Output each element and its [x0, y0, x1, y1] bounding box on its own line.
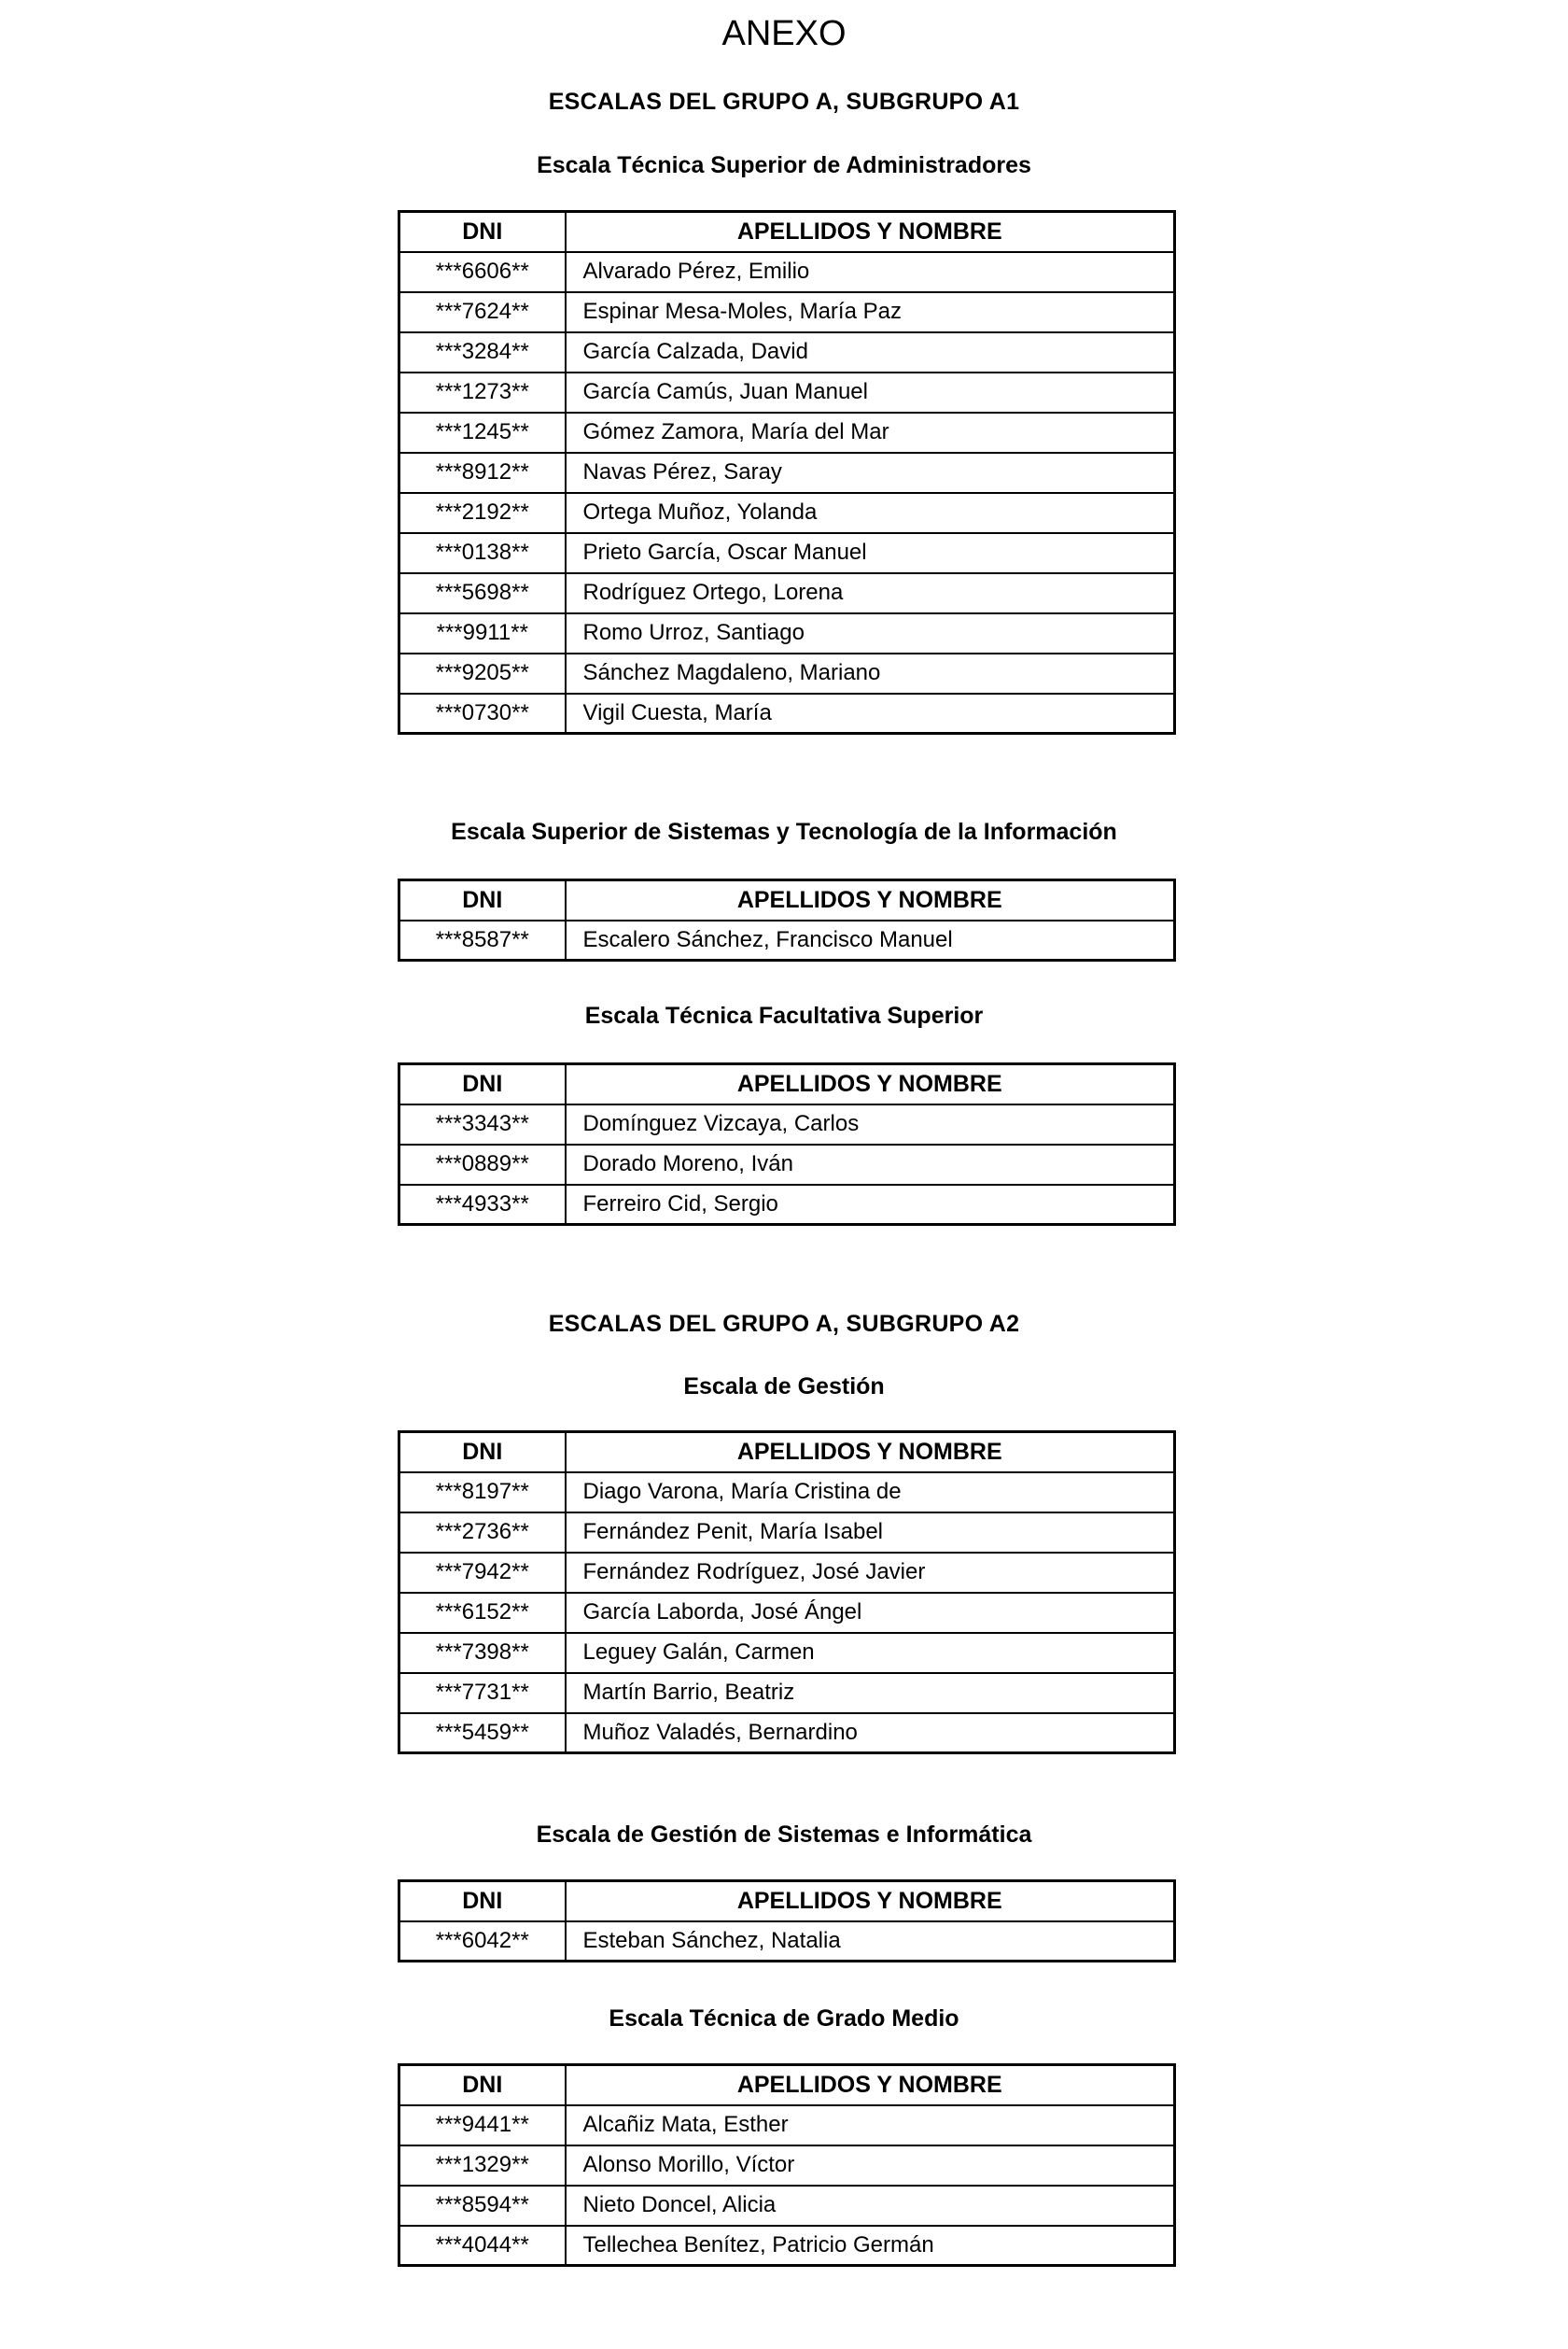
name-cell: Domínguez Vizcaya, Carlos: [566, 1104, 1175, 1145]
name-cell: Espinar Mesa-Moles, María Paz: [566, 292, 1175, 332]
name-cell: Fernández Rodríguez, José Javier: [566, 1553, 1175, 1593]
scale-heading: Escala de Gestión de Sistemas e Informática: [536, 1822, 1032, 1848]
column-header-dni: DNI: [399, 1064, 566, 1104]
table-row: [399, 1104, 1175, 1145]
table-header-row: [399, 212, 1175, 252]
name-cell: Leguey Galán, Carmen: [566, 1633, 1175, 1673]
dni-cell: ***2736**: [399, 1512, 566, 1553]
name-cell: Rodríguez Ortego, Lorena: [566, 573, 1175, 613]
table-row: [399, 453, 1175, 493]
roster-table: [398, 879, 1176, 962]
column-header-name: APELLIDOS Y NOMBRE: [566, 2065, 1175, 2105]
dni-cell: ***4933**: [399, 1185, 566, 1225]
dni-cell: ***7398**: [399, 1633, 566, 1673]
name-cell: Fernández Penit, María Isabel: [566, 1512, 1175, 1553]
roster-table: [398, 2063, 1176, 2267]
roster-table: [398, 1430, 1176, 1754]
name-cell: Dorado Moreno, Iván: [566, 1145, 1175, 1185]
dni-cell: ***3284**: [399, 332, 566, 373]
dni-cell: ***8197**: [399, 1472, 566, 1512]
name-cell: Alvarado Pérez, Emilio: [566, 252, 1175, 292]
dni-cell: ***8912**: [399, 453, 566, 493]
table-header-row: [399, 880, 1175, 921]
name-cell: Alonso Morillo, Víctor: [566, 2145, 1175, 2186]
column-header-name: APELLIDOS Y NOMBRE: [566, 880, 1175, 921]
table-row: [399, 1713, 1175, 1753]
column-header-name: APELLIDOS Y NOMBRE: [566, 1064, 1175, 1104]
column-header-dni: DNI: [399, 1881, 566, 1921]
name-cell: Nieto Doncel, Alicia: [566, 2186, 1175, 2226]
name-cell: Ortega Muñoz, Yolanda: [566, 493, 1175, 533]
name-cell: Muñoz Valadés, Bernardino: [566, 1713, 1175, 1753]
table-row: [399, 2226, 1175, 2266]
table-header-row: [399, 1881, 1175, 1921]
roster-table: [398, 1879, 1176, 1962]
table-row: [399, 573, 1175, 613]
dni-cell: ***1273**: [399, 373, 566, 413]
name-cell: Gómez Zamora, María del Mar: [566, 413, 1175, 453]
table-row: [399, 533, 1175, 573]
scale-heading: Escala Técnica de Grado Medio: [609, 2005, 959, 2032]
name-cell: García Camús, Juan Manuel: [566, 373, 1175, 413]
name-cell: Romo Urroz, Santiago: [566, 613, 1175, 654]
table-row: [399, 292, 1175, 332]
scale-heading: Escala Técnica Facultativa Superior: [584, 1003, 984, 1029]
table-row: [399, 1472, 1175, 1512]
column-header-name: APELLIDOS Y NOMBRE: [566, 212, 1175, 252]
name-cell: García Laborda, José Ángel: [566, 1593, 1175, 1633]
dni-cell: ***0138**: [399, 533, 566, 573]
dni-cell: ***4044**: [399, 2226, 566, 2266]
table-row: [399, 373, 1175, 413]
dni-cell: ***9205**: [399, 654, 566, 694]
scale-heading: Escala de Gestión: [683, 1373, 885, 1400]
table-row: [399, 1673, 1175, 1713]
table-header-row: [399, 2065, 1175, 2105]
dni-cell: ***9441**: [399, 2105, 566, 2145]
table-row: [399, 1921, 1175, 1962]
name-cell: Diago Varona, María Cristina de: [566, 1472, 1175, 1512]
table-row: [399, 921, 1175, 961]
table-row: [399, 613, 1175, 654]
table-header-row: [399, 1064, 1175, 1104]
name-cell: Vigil Cuesta, María: [566, 694, 1175, 734]
dni-cell: ***1329**: [399, 2145, 566, 2186]
name-cell: Escalero Sánchez, Francisco Manuel: [566, 921, 1175, 961]
table-row: [399, 252, 1175, 292]
table-row: [399, 493, 1175, 533]
dni-cell: ***3343**: [399, 1104, 566, 1145]
column-header-dni: DNI: [399, 880, 566, 921]
page-title: ANEXO: [721, 14, 847, 53]
name-cell: Prieto García, Oscar Manuel: [566, 533, 1175, 573]
dni-cell: ***8594**: [399, 2186, 566, 2226]
roster-table: [398, 210, 1176, 735]
dni-cell: ***6606**: [399, 252, 566, 292]
column-header-dni: DNI: [399, 212, 566, 252]
column-header-dni: DNI: [399, 1432, 566, 1472]
dni-cell: ***5459**: [399, 1713, 566, 1753]
table-row: [399, 413, 1175, 453]
name-cell: Martín Barrio, Beatriz: [566, 1673, 1175, 1713]
dni-cell: ***7942**: [399, 1553, 566, 1593]
table-row: [399, 694, 1175, 734]
table-row: [399, 2105, 1175, 2145]
table-row: [399, 1145, 1175, 1185]
table-row: [399, 1593, 1175, 1633]
name-cell: Ferreiro Cid, Sergio: [566, 1185, 1175, 1225]
table-row: [399, 332, 1175, 373]
dni-cell: ***1245**: [399, 413, 566, 453]
dni-cell: ***8587**: [399, 921, 566, 961]
scale-heading: Escala Superior de Sistemas y Tecnología de la Información: [451, 819, 1117, 845]
name-cell: Esteban Sánchez, Natalia: [566, 1921, 1175, 1962]
name-cell: Navas Pérez, Saray: [566, 453, 1175, 493]
column-header-name: APELLIDOS Y NOMBRE: [566, 1881, 1175, 1921]
dni-cell: ***6042**: [399, 1921, 566, 1962]
name-cell: Alcañiz Mata, Esther: [566, 2105, 1175, 2145]
table-row: [399, 654, 1175, 694]
table-row: [399, 1185, 1175, 1225]
table-row: [399, 2145, 1175, 2186]
table-row: [399, 1512, 1175, 1553]
group-heading: ESCALAS DEL GRUPO A, SUBGRUPO A1: [548, 89, 1020, 115]
dni-cell: ***2192**: [399, 493, 566, 533]
name-cell: García Calzada, David: [566, 332, 1175, 373]
table-row: [399, 1633, 1175, 1673]
group-heading: ESCALAS DEL GRUPO A, SUBGRUPO A2: [548, 1311, 1020, 1337]
dni-cell: ***5698**: [399, 573, 566, 613]
column-header-dni: DNI: [399, 2065, 566, 2105]
table-header-row: [399, 1432, 1175, 1472]
dni-cell: ***6152**: [399, 1593, 566, 1633]
dni-cell: ***7624**: [399, 292, 566, 332]
name-cell: Sánchez Magdaleno, Mariano: [566, 654, 1175, 694]
table-row: [399, 2186, 1175, 2226]
dni-cell: ***0889**: [399, 1145, 566, 1185]
dni-cell: ***7731**: [399, 1673, 566, 1713]
name-cell: Tellechea Benítez, Patricio Germán: [566, 2226, 1175, 2266]
table-row: [399, 1553, 1175, 1593]
roster-table: [398, 1062, 1176, 1226]
column-header-name: APELLIDOS Y NOMBRE: [566, 1432, 1175, 1472]
scale-heading: Escala Técnica Superior de Administradores: [537, 152, 1031, 178]
dni-cell: ***9911**: [399, 613, 566, 654]
dni-cell: ***0730**: [399, 694, 566, 734]
